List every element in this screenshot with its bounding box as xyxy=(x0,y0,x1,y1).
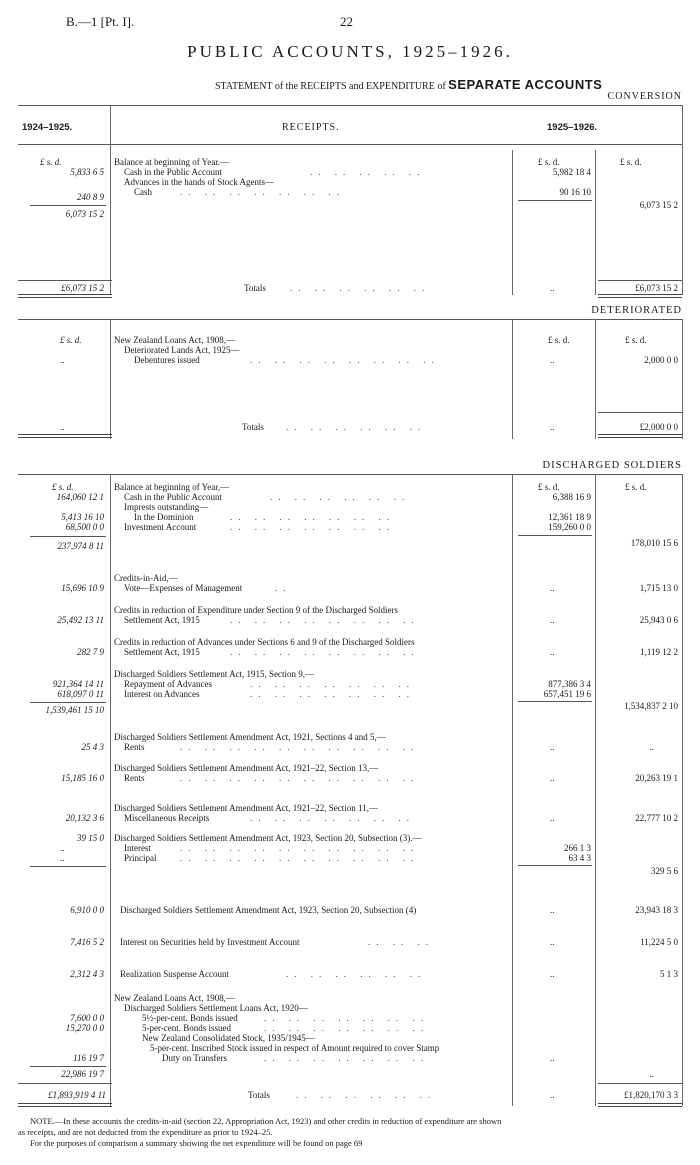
footnote-line-2: as receipts, and are not deducted from the expenditure as prior to 1924–25. xyxy=(18,1127,273,1137)
ds-line-2: Cash in the Public Account xyxy=(124,492,222,502)
det-line-1: New Zealand Loans Act, 1908,— xyxy=(114,335,235,345)
det-totals-label: Totals xyxy=(242,422,264,432)
conv-totals-prev: £6,073 15 2 xyxy=(61,283,104,293)
det-line-3: Debentures issued xyxy=(134,355,200,365)
ds-line-4: In the Dominion xyxy=(134,512,194,522)
conv-a-2: 90 16 10 xyxy=(559,187,591,197)
page-number: 22 xyxy=(340,14,353,29)
ds-totals-label: Totals xyxy=(248,1090,270,1100)
footnote-line-1: NOTE.—In these accounts the credits-in-aid (section 22, Appropriation Act, 1923) and other credits in reduction of expenditure are shown xyxy=(30,1116,502,1126)
lsd-a: £ s. d. xyxy=(538,157,560,167)
ds-prev-2: 5,413 16 10 xyxy=(61,512,104,522)
ds-1921s11-prev: 20,132 3 6 xyxy=(65,813,104,823)
det-line-2: Deteriorated Lands Act, 1925— xyxy=(124,345,240,355)
conv-prev-1: 5,833 6 5 xyxy=(70,167,104,177)
ds-loans-2: Discharged Soldiers Settlement Loans Act, 1920— xyxy=(124,1003,308,1013)
ds-act1915-a-2: 657,451 19 6 xyxy=(543,689,591,699)
ds-a-1: 6,388 16 9 xyxy=(552,492,591,502)
ds-1921s13-prev: 15,185 16 0 xyxy=(61,773,104,783)
ds-b-1: 178,010 15 6 xyxy=(630,538,678,548)
ds-sec69-2: Settlement Act, 1915 xyxy=(124,647,200,657)
ds-loans-6: 5-per-cent. Inscribed Stock issued in respect of Amount required to cover Stamp xyxy=(150,1043,440,1053)
ds-credits-1: Credits-in-Aid,— xyxy=(114,573,178,583)
statement-heading xyxy=(215,77,602,92)
ds-1921s11-1: Discharged Soldiers Settlement Amendment Act, 1921–22, Section 11,— xyxy=(114,803,378,813)
lsd-b: £ s. d. xyxy=(620,157,642,167)
ds-1923s4-1: Discharged Soldiers Settlement Amendment Act, 1923, Section 20, Subsection (4) xyxy=(120,905,417,915)
section-heading-discharged: DISCHARGED SOLDIERS xyxy=(542,460,682,471)
ds-totals-b: £1,820,170 3 3 xyxy=(624,1090,678,1100)
ds-credits-prev: 15,696 10 9 xyxy=(61,583,104,593)
conv-totals-b: £6,073 15 2 xyxy=(635,283,678,293)
ds-act1915-b: 1,534,837 2 10 xyxy=(624,701,678,711)
col-curr-year: 1925–1926. xyxy=(547,122,598,133)
ds-loans-7: Duty on Transfers xyxy=(162,1053,228,1063)
ds-sec9-prev: 25,492 13 11 xyxy=(57,615,104,625)
ds-loans-prev-1: 7,600 0 0 xyxy=(70,1013,104,1023)
det-b-1: 2,000 0 0 xyxy=(644,355,678,365)
section-heading-conversion: CONVERSION xyxy=(607,91,682,102)
ds-a-2: 12,361 18 9 xyxy=(548,512,591,522)
ds-sec69-b: 1,119 12 2 xyxy=(640,647,678,657)
ds-loans-prev-3: 116 19 7 xyxy=(73,1053,104,1063)
ds-act1915-prev-2: 618,097 0 11 xyxy=(57,689,104,699)
ds-1921-2: Rents xyxy=(124,742,145,752)
ds-line-5: Investment Account xyxy=(124,522,197,532)
ds-act1915-a-1: 877,386 3 4 xyxy=(548,679,591,689)
ds-a-3: 159,260 0 0 xyxy=(548,522,591,532)
ds-loans-1: New Zealand Loans Act, 1908,— xyxy=(114,993,235,1003)
ds-sec69-prev: 282 7 9 xyxy=(77,647,104,657)
ds-loans-4: 5-per-cent. Bonds issued xyxy=(142,1023,232,1033)
ds-credits-2: Vote—Expenses of Management xyxy=(124,583,243,593)
ds-loans-5: New Zealand Consolidated Stock, 1935/1945— xyxy=(142,1033,315,1043)
ds-act1915-1: Discharged Soldiers Settlement Act, 1915, Section 9,— xyxy=(114,669,315,679)
ds-1921-prev: 25 4 3 xyxy=(81,742,104,752)
ds-prev-4: 237,974 8 11 xyxy=(57,541,104,551)
conv-line-2: Cash in the Public Account xyxy=(124,167,222,177)
ds-interest-b: 11,224 5 0 xyxy=(640,937,678,947)
ds-loans-prev-4: 22,986 19 7 xyxy=(61,1069,104,1079)
ds-1923s3-2: Interest xyxy=(124,843,151,853)
ds-1923s3-3: Principal xyxy=(124,853,157,863)
ds-act1915-prev-3: 1,539,461 15 10 xyxy=(45,705,104,715)
ds-1923s4-prev: 6,910 0 0 xyxy=(70,905,104,915)
ds-realization: Realization Suspense Account xyxy=(120,969,229,979)
ds-sec9-b: 25,943 0 6 xyxy=(639,615,678,625)
det-a-dots: .. xyxy=(550,355,555,365)
conv-a-1: 5,982 18 4 xyxy=(552,167,591,177)
ds-1921s11-2: Miscellaneous Receipts xyxy=(124,813,210,823)
ds-line-3: Imprests outstanding— xyxy=(124,502,209,512)
conv-totals-label: Totals xyxy=(244,283,266,293)
footnote-line-3: For the purposes of comparison a summary showing the net expenditure will be found on page 69 xyxy=(30,1138,363,1148)
ds-totals-prev: £1,893,919 4 11 xyxy=(48,1090,106,1100)
ds-1921s13-b: 20,263 19 1 xyxy=(635,773,678,783)
ds-realization-b: 5 1 3 xyxy=(660,969,678,979)
ds-1923s3-1: Discharged Soldiers Settlement Amendment Act, 1923, Section 20, Subsection (3).— xyxy=(114,833,422,843)
ds-sec9-2: Settlement Act, 1915 xyxy=(124,615,200,625)
col-receipts: RECEIPTS. xyxy=(282,122,340,133)
ds-1921-1: Discharged Soldiers Settlement Amendment Act, 1921, Sections 4 and 5,— xyxy=(114,732,386,742)
ds-loans-3: 5½-per-cent. Bonds issued xyxy=(142,1013,238,1023)
ds-interest-prev: 7,416 5 2 xyxy=(70,937,104,947)
ds-act1915-2: Repayment of Advances xyxy=(124,679,212,689)
ds-interest-sec: Interest on Securities held by Investment Account xyxy=(120,937,300,947)
ds-1923s3-prev: 39 15 0 xyxy=(77,833,104,843)
ds-1923s3-b: 329 5 6 xyxy=(651,866,678,876)
document-reference: B.—1 [Pt. I]. xyxy=(66,14,135,29)
lsd-prev: £ s. d. xyxy=(40,157,62,167)
ds-1923s3-a-1: 266 1 3 xyxy=(564,843,591,853)
conv-line-1: Balance at beginning of Year.— xyxy=(114,157,229,167)
det-totals-b: £2,000 0 0 xyxy=(639,422,678,432)
ds-loans-b: .. xyxy=(649,1069,654,1079)
conv-line-3: Advances in the hands of Stock Agents— xyxy=(124,177,274,187)
ds-1921s13-1: Discharged Soldiers Settlement Amendment Act, 1921–22, Section 13,— xyxy=(114,763,379,773)
ds-1923s4-b: 23,943 18 3 xyxy=(635,905,678,915)
conv-prev-3: 6,073 15 2 xyxy=(65,209,104,219)
ds-prev-1: 164,060 12 1 xyxy=(56,492,104,502)
ds-prev-3: 68,500 0 0 xyxy=(65,522,104,532)
ds-sec9-1: Credits in reduction of Expenditure under Section 9 of the Discharged Soldiers xyxy=(114,605,399,615)
ds-1921-b: .. xyxy=(649,742,654,752)
ds-1921s11-b: 22,777 10 2 xyxy=(635,813,678,823)
ds-line-1: Balance at beginning of Year,— xyxy=(114,482,230,492)
det-prev-dots: .. xyxy=(60,355,65,365)
ds-loans-prev-2: 15,270 0 0 xyxy=(65,1023,104,1033)
ds-credits-b: 1,715 13 0 xyxy=(639,583,678,593)
ds-realization-prev: 2,312 4 3 xyxy=(70,969,104,979)
col-prev-year: 1924–1925. xyxy=(22,122,73,133)
conv-line-4: Cash xyxy=(134,187,152,197)
ds-act1915-prev-1: 921,364 14 11 xyxy=(52,679,104,689)
ds-1923s3-a-2: 63 4 3 xyxy=(568,853,591,863)
ds-1921s13-2: Rents xyxy=(124,773,145,783)
ds-act1915-3: Interest on Advances xyxy=(124,689,200,699)
conv-prev-2: 240 8 9 xyxy=(77,192,104,202)
page-title: PUBLIC ACCOUNTS, 1925–1926. xyxy=(187,42,513,61)
section-heading-deteriorated: DETERIORATED xyxy=(591,305,682,316)
statement-pre: STATEMENT of the RECEIPTS and EXPENDITURE of xyxy=(215,81,446,92)
statement-bold: SEPARATE ACCOUNTS xyxy=(448,77,603,92)
conv-b-1: 6,073 15 2 xyxy=(639,200,678,210)
ds-sec69-1: Credits in reduction of Advances under Sections 6 and 9 of the Discharged Soldiers xyxy=(114,637,415,647)
